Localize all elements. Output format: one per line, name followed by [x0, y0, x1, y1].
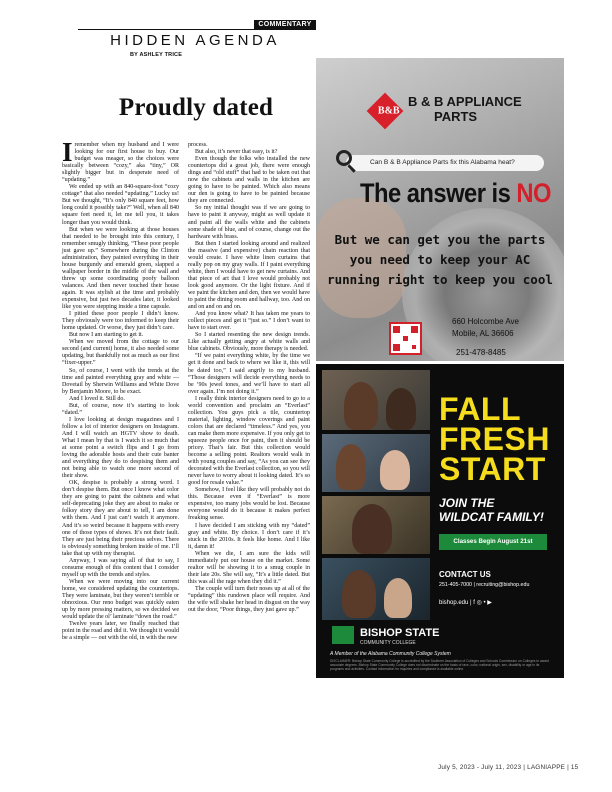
paragraph: The couple will turn their noses up at all of the “updating” this rundown place will require. And the wife will shake her head in disgust on the way out the door, “Poor things, they just gave up.”	[188, 585, 310, 614]
paragraph: I love looking at design magazines and I follow a lot of interior designers on Instagram. And I will watch an HGTV show to death. What I mean by that is I watch it so much that at some point a switch flips and I go from loving the adorable hosts and their cute banter and everything they do to despising them and not being able to watch one more second of their show.	[62, 416, 179, 480]
paragraph: But now I am starting to get it.	[69, 332, 144, 339]
paragraph: And you know what? It has taken me years to collect pieces and get it “just so.” I don’t want to have to start over.	[188, 311, 310, 332]
member-line: A Member of the Alabama Community College System	[330, 651, 451, 657]
paragraph: So I started resenting the new design trends. Like actually getting angry at white walls and blue cabinets. Obviously, more therapy is needed.	[188, 332, 310, 353]
section-rule	[78, 29, 316, 30]
paragraph: When we moved from the cottage to our second (and current) home, it also needed some updating, but thankfully not as much as our first “fixer-upper.”	[62, 339, 179, 367]
ad-join	[439, 496, 544, 524]
join-line-1: JOIN THE	[439, 496, 495, 510]
article-column-1	[62, 137, 179, 642]
join-line-2: WILDCAT FAMILY!	[439, 510, 544, 524]
paragraph: But, of course, now it’s starting to look “dated.”	[62, 402, 179, 416]
paragraph: But when we were looking at those houses that needed to be brought into this century, I remember smugly thinking, “These poor people just gave up.” Somewhere during the Clinton administration, they painted everything in their house burgundy and emerald green, slapped a wallpaper border in the middle of the wall and threw up some coordinating poofy balloon valances. And then never touched their house again. It was stylish at the time and probably expensive, but just two decades later, it looked like you were stepping inside a time capsule.	[62, 226, 179, 311]
appliance-parts-ad[interactable]	[316, 58, 564, 361]
address-line-1: 660 Holcombe Ave	[452, 317, 520, 326]
classes-begin-banner: Classes Begin August 21st	[439, 534, 547, 550]
headline-line: FRESH	[439, 421, 550, 457]
article-column-2	[188, 142, 310, 614]
ad-headline	[439, 391, 550, 487]
students-photo-3	[322, 496, 430, 554]
bb-logo-mark: B&B	[377, 105, 400, 117]
drop-cap: I	[62, 137, 73, 167]
paragraph: When we die, I am sure the kids will immediately put our house on the market. Some realtor will be showing it to a smug couple in their late 20s. She will say, “It’s a little dated. But this was all the rage when they did it.”	[188, 550, 310, 585]
students-photo-4	[322, 558, 430, 620]
headline-line: START	[439, 451, 546, 487]
paragraph: We ended up with an 840-square-foot “cozy cottage” that also needed “updating.” Lucky us! But we thought, “It’s only 840 square feet, how long could it possibly take?” Well, when all 840 square feet need it, let me tell you, it takes longer than you would think.	[62, 184, 179, 226]
qr-code-icon[interactable]	[389, 322, 422, 355]
paragraph: process.	[188, 142, 208, 148]
paragraph: Anyway, I was saying all of that to say, I consume enough of this content that I consider myself up with the trends and styles.	[62, 557, 179, 578]
headline-line: FALL	[439, 391, 521, 427]
ad-search-bar: Can B & B Appliance Parts fix this Alabama heat?	[346, 155, 544, 171]
ad-brand-sub: PARTS	[434, 109, 478, 124]
ad-phone: 251-478-8485	[456, 348, 506, 357]
address-line-2: Mobile, AL 36606	[452, 329, 514, 338]
paragraph: OK, despise is probably a strong word. I don’t despise them. But once I know what color they are going to paint the cabinets and what self-deprecating joke they are about to make or folksy story they are about to tell, I am done with them. And I just can’t watch it anymore. And it’s so weird because it happens with every one of those types of shows. It’s not their fault. They are just being their precious selves. There is obviously something broken inside of me. I’ll take that up with my therapist.	[62, 480, 179, 557]
bishop-state-ad[interactable]	[316, 364, 564, 678]
website-link[interactable]: bishop.edu	[439, 600, 469, 606]
website-social	[439, 599, 492, 606]
ad-answer	[360, 178, 551, 209]
paragraph: “If we paint everything white, by the time we get it done and back to where we like it, this will be dated too,” I said angrily to my husband. “Those designers will decide everything needs to be ’90s jewel tones, and we’ll have to start all over again. I’m not doing it.”	[188, 353, 310, 395]
headline: Proudly dated	[118, 94, 274, 121]
paragraph: I really think interior designers need to go to a world convention and proclaim an “Everlast” collection. You guys pick a tile, countertop material, lighting, window coverings and paint colors that are declared “timeless.” And yes, you can make them more expensive. If you only get to squeeze people once for paint, then it should be pricey. That’s fair. But this collection would become a selling point. Realtors would walk in with young couples and say, “As you can see they decorated with the Everlast collection, so you will never have to worry about it looking dated. It’s so good for resale value.”	[188, 395, 310, 487]
contact-title: CONTACT US	[439, 570, 491, 579]
ad-message: But we can get you the parts you need to keep your AC running right to keep you cool	[327, 232, 553, 287]
disclaimer: DISCLAIMER: Bishop State Community College is accredited by the Southern Association of Colleges and Schools Commission on Colleges to award associate degrees. Bishop State Community College does not discriminate on the basis of race, color, national origin, sex, disability or age in its programs and activities. Contact information for inquiries and compliance is available online.	[330, 659, 549, 672]
bishop-state-name: BISHOP STATE	[360, 627, 440, 639]
paragraph: I have decided I am sticking with my “dated” gray and white. By choice. I don’t care if it’s stuck in the 2010s. It feels like home. And I like it, damn it!	[188, 522, 310, 550]
bishop-state-sub: COMMUNITY COLLEGE	[360, 640, 416, 646]
paragraph: Twelve years later, we finally reached that point in the road and did it. We thought it would be a simple — out with the old, in with the new	[62, 621, 179, 642]
column-name: HIDDEN AGENDA	[110, 32, 280, 49]
paragraph: But then I started looking around and realized the massive (and expensive) chain reaction that would create. I have white linen curtains that really pop on my gray walls. If I paint everything white, then I would have to get new curtains. And that piece of art that I love would probably not look good anymore. Or the light fixture. And if we paint the kitchen and den, then we would have to paint the dining room and hallway, too. And on and on and on and on.	[188, 240, 310, 311]
paragraph: And I loved it. Still do.	[69, 395, 125, 402]
students-photo-2	[322, 434, 430, 492]
paragraph: Somehow, I feel like they will probably not do this. Because even if “Everlast” is more expensive, too many jobs would be lost. Because everyone would do it because it makes perfect freaking sense.	[188, 487, 310, 522]
page-footer: July 5, 2023 - July 11, 2023 | LAGNIAPPE | 15	[438, 764, 579, 771]
paragraph: When we were moving into our current home, we considered updating the countertops. They were laminate, but they weren’t terrible or obnoxious. Our reno budget was quickly eaten up by more pressing matters, so we decided we would update the ol’ laminate “down the road.”	[62, 578, 179, 621]
paragraph: So my initial thought was if we are going to have to paint it anyway, might as well update it and paint all the walls white and the cabinets some shade of blue, and of course, change out the hardware with brass.	[188, 205, 310, 240]
paragraph: remember when my husband and I were looking for our first house to buy. Our budget was meager, so the choices were basically between “cozy,” aka “tiny,” OR slightly bigger but in desperate need of “updating.”	[62, 142, 179, 184]
bishop-state-logo-icon	[332, 626, 354, 644]
social-icons[interactable]: | f ◎ • ▶	[470, 600, 492, 606]
section-tag: COMMENTARY	[254, 20, 316, 30]
paragraph: But also, it’s never that easy, is it?	[195, 149, 278, 156]
students-photo-1	[322, 370, 430, 430]
answer-no: NO	[516, 178, 551, 208]
paragraph: I pitied these poor people I didn’t know. They obviously were too informed to keep their home updated. Or worse, they just didn’t care.	[62, 311, 179, 332]
contact-phone-email: 251-405-7000 | recruiting@bishop.edu	[439, 582, 530, 588]
ad-address	[452, 316, 519, 340]
bb-logo-icon	[367, 93, 404, 130]
ad-brand-name: B & B APPLIANCE	[408, 94, 522, 109]
paragraph: So, of course, I went with the trends at the time and painted everything gray and white — Dovetail by Sherwin Williams and White Dove by Benjamin Moore, to be exact.	[62, 367, 179, 395]
byline: BY ASHLEY TRICE	[130, 52, 183, 58]
paragraph: Even though the folks who installed the new countertops did a great job, there were enough dings and “old stuff” that had to be taken out that now the cabinets and walls in the kitchen are going to have to be painted. Which also means our den is going to have to be painted because they are connected.	[188, 156, 310, 205]
answer-prefix: The answer is	[360, 178, 517, 208]
